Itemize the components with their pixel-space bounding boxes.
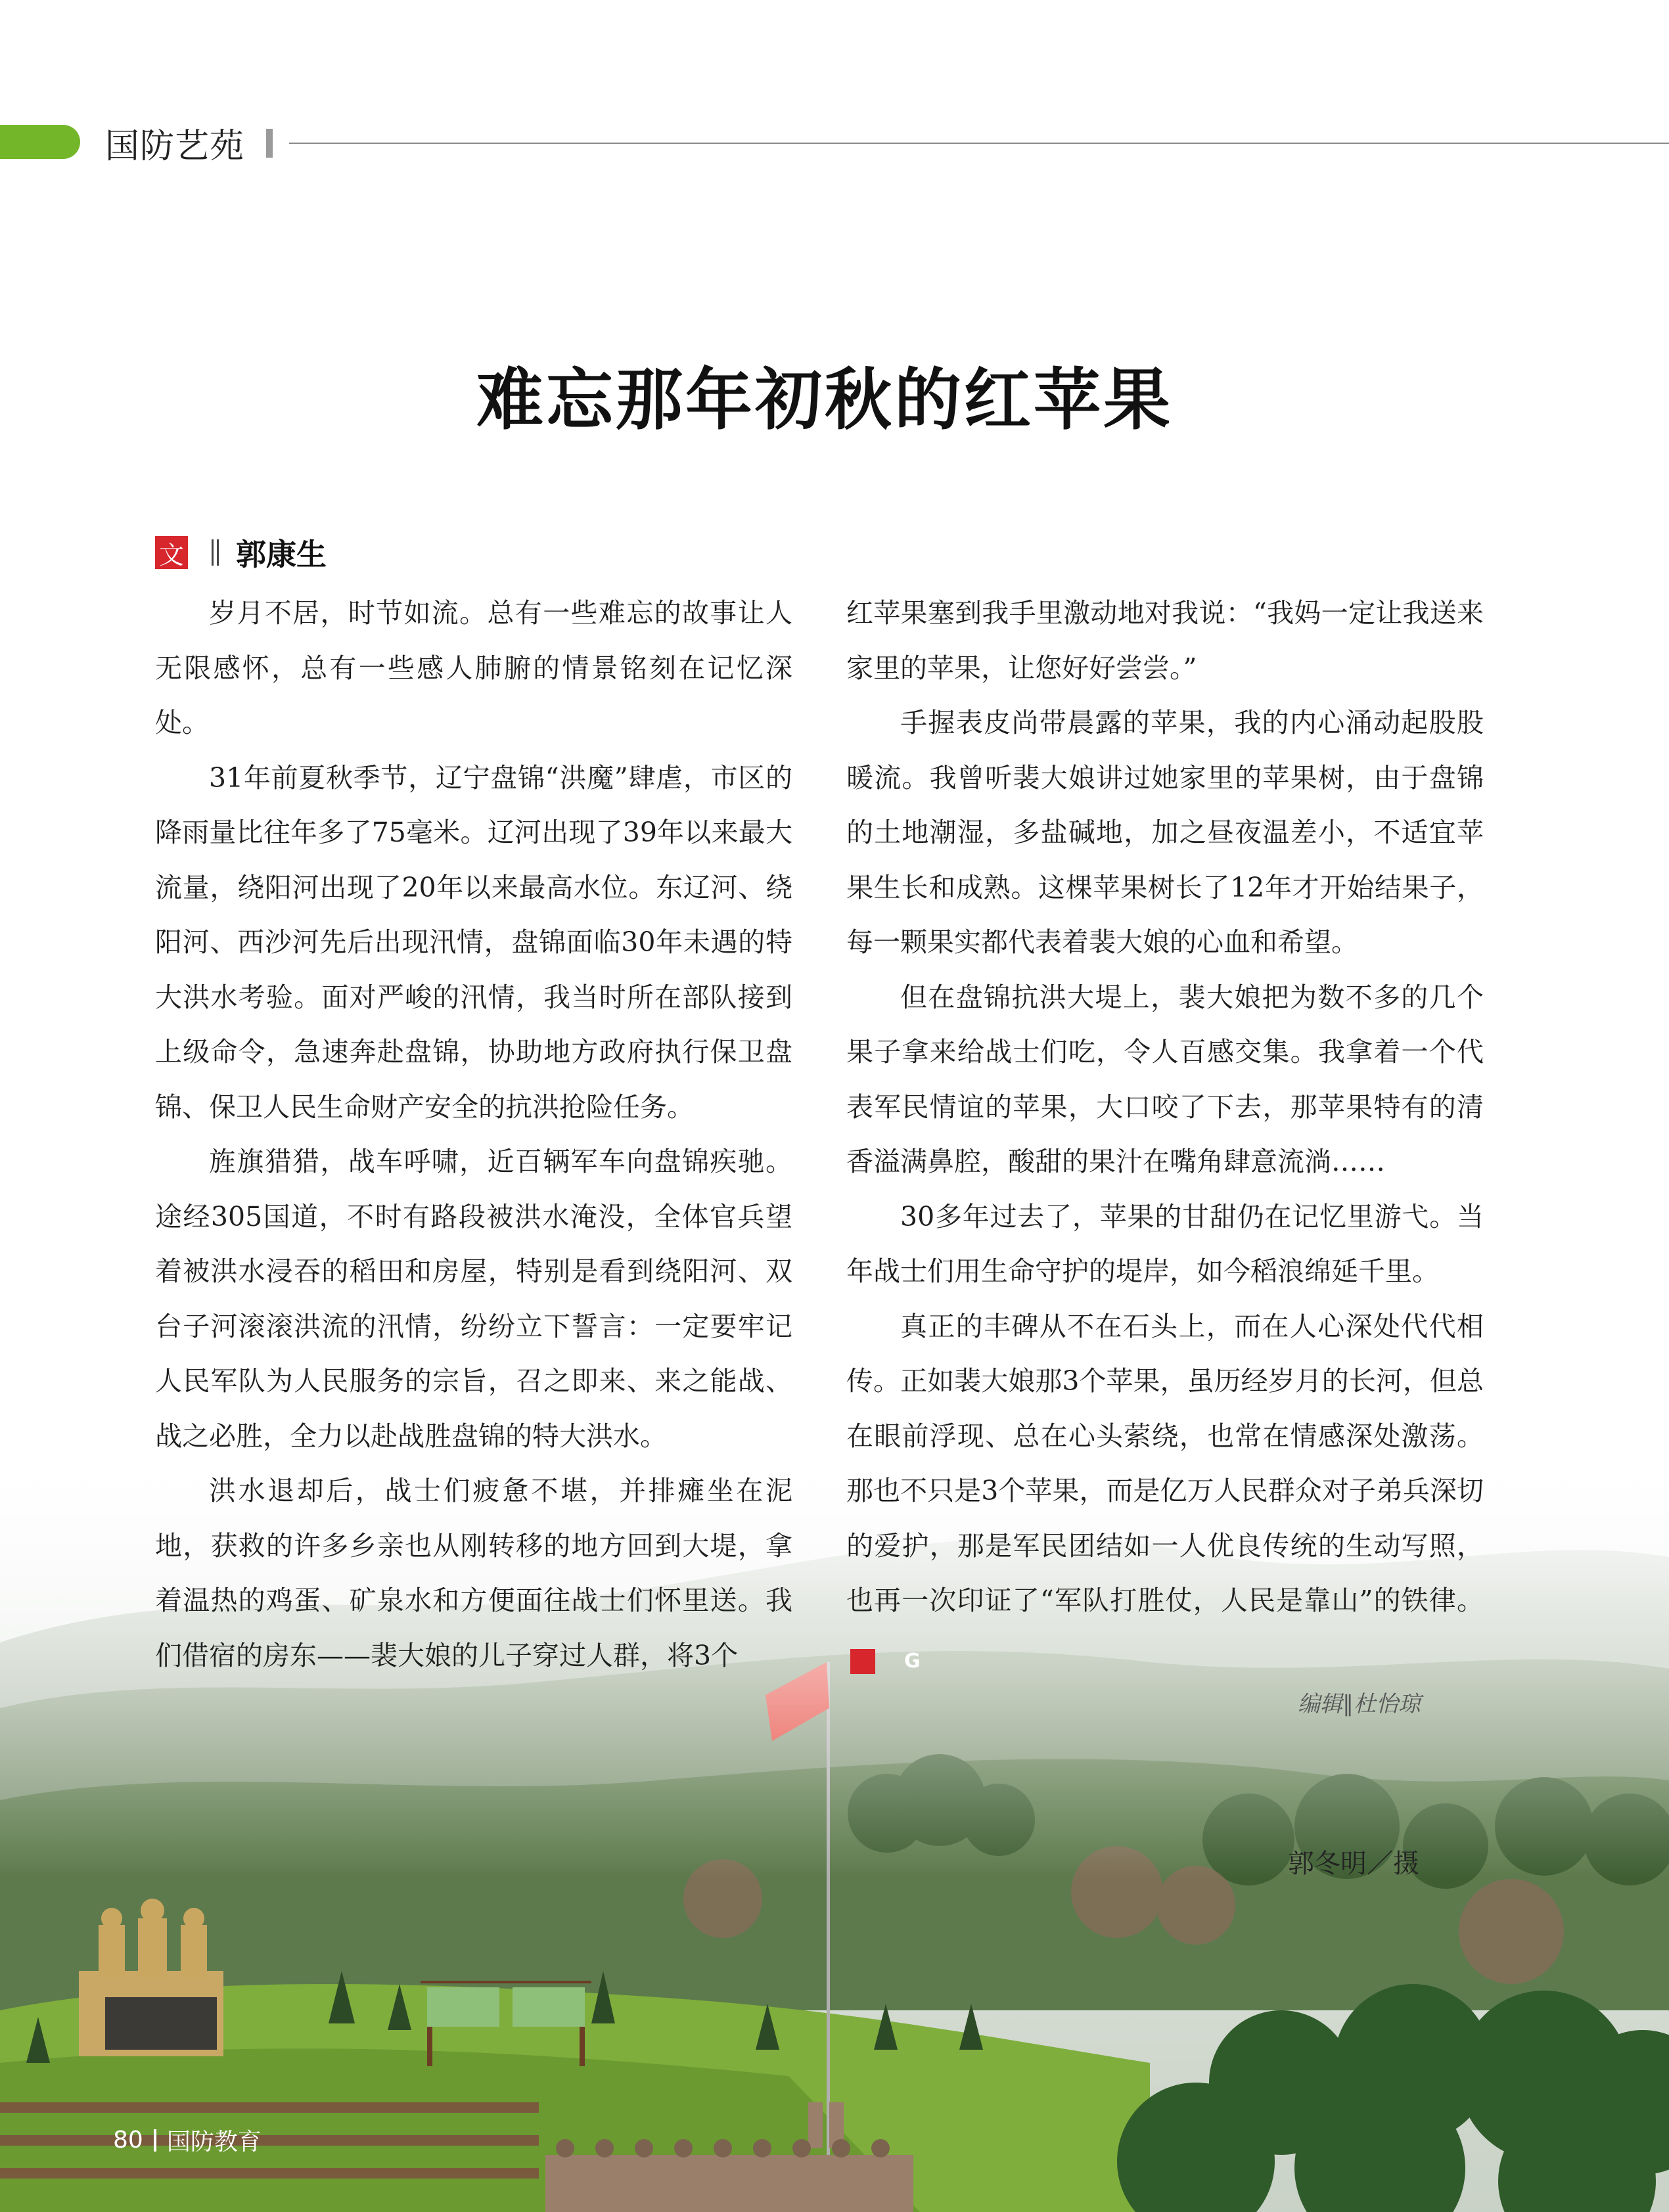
footer-separator — [154, 2129, 156, 2152]
paragraph: 31年前夏秋季节，辽宁盘锦“洪魔”肆虐，市区的降雨量比往年多了75毫米。辽河出现了39年以来最大流量，绕阳河出现了20年以来最高水位。东辽河、绕阳河、西沙河先后出现汛情，盘锦面临30年未遇的特大洪水考验。面对严峻的汛情，我当时所在部队接到上级命令，急速奔赴盘锦，协助地方政府执行保卫盘锦、保卫人民生命财产安全的抗洪抢险任务。 — [155, 761, 792, 1123]
paragraph: 但在盘锦抗洪大堤上，裴大娘把为数不多的几个果子拿来给战士们吃，令人百感交集。我拿着一个代表军民情谊的苹果，大口咬了下去，那苹果特有的清香溢满鼻腔，酸甜的果汁在嘴角肆意流淌…… — [846, 981, 1484, 1177]
paragraph-continued: 红苹果塞到我手里激动地对我说：“我妈一定让我送来家里的苹果，让您好好尝尝。” — [846, 597, 1484, 684]
section-separator — [266, 129, 273, 158]
paragraph: 手握表皮尚带晨露的苹果，我的内心涌动起股股暖流。我曾听裴大娘讲过她家里的苹果树，由于盘锦的土地潮湿，多盐碱地，加之昼夜温差小，不适宜苹果生长和成熟。这棵苹果树长了12年才开始结果子，每一颗果实都代表着裴大娘的心血和希望。 — [846, 707, 1484, 958]
end-mark-icon: G — [850, 1649, 875, 1674]
page-footer — [113, 2123, 262, 2157]
paragraph: 洪水退却后，战士们疲惫不堪，并排瘫坐在泥地，获救的许多乡亲也从刚转移的地方回到大堤，拿着温热的鸡蛋、矿泉水和方便面往战士们怀里送。我们借宿的房东——裴大娘的儿子穿过人群，将3个 — [155, 1475, 792, 1671]
byline-separator — [212, 539, 219, 566]
paragraph: 旌旗猎猎，战车呼啸，近百辆军车向盘锦疾驰。途经305国道，不时有路段被洪水淹没，全体官兵望着被洪水浸吞的稻田和房屋，特别是看到绕阳河、双台子河滚滚洪流的汛情，纷纷立下誓言：一定要牢记人民军队为人民服务的宗旨，召之即来、来之能战、战之必胜，全力以赴战胜盘锦的特大洪水。 — [155, 1146, 792, 1452]
byline-marker: 文 — [155, 536, 188, 569]
page-number: 80 — [113, 2127, 143, 2154]
byline — [155, 533, 327, 572]
text-column-left — [155, 586, 792, 1683]
header-rule — [289, 143, 1669, 144]
editor-credit: 编辑∥杜怡琼 — [1298, 1691, 1421, 1717]
magazine-name: 国防教育 — [166, 2129, 262, 2156]
text-column-right — [846, 586, 1484, 1683]
author-name: 郭康生 — [236, 537, 327, 572]
photo-credit: 郭冬明／摄 — [1288, 1849, 1419, 1879]
paragraph-final — [846, 1299, 1484, 1684]
paragraph: 岁月不居，时节如流。总有一些难忘的故事让人无限感怀，总有一些感人肺腑的情景铭刻在记忆深处。 — [155, 597, 792, 738]
article-title: 难忘那年初秋的红苹果 — [476, 361, 1173, 440]
section-title: 国防艺苑 — [105, 127, 245, 166]
paragraph: 30多年过去了，苹果的甘甜仍在记忆里游弋。当年战士们用生命守护的堤岸，如今稻浪绵延千里。 — [846, 1200, 1484, 1287]
section-accent-bar — [0, 125, 80, 159]
paragraph-text: 真正的丰碑从不在石头上，而在人心深处代代相传。正如裴大娘那3个苹果，虽历经岁月的长河，但总在眼前浮现、总在心头萦绕，也常在情感深处激荡。那也不只是3个苹果，而是亿万人民群众对子弟兵深切的爱护，那是军民团结如一人优良传统的生动写照，也再一次印证了“军队打胜仗，人民是靠山”的铁律。 — [846, 1310, 1484, 1616]
